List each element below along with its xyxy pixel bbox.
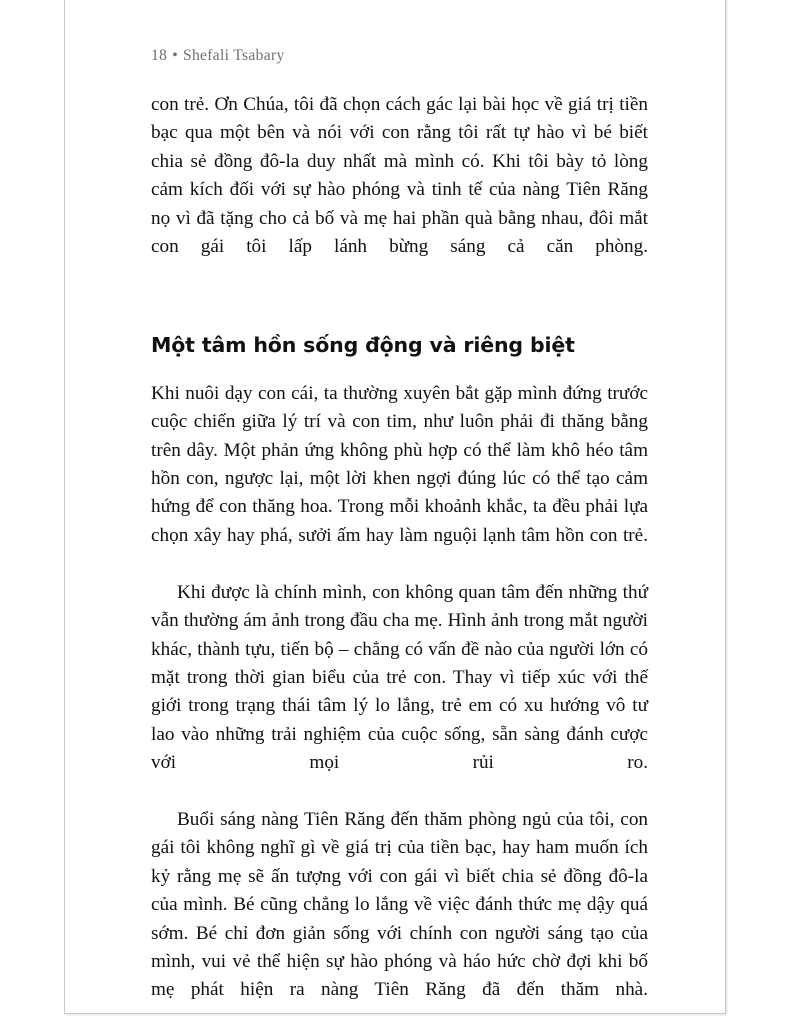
spacer-before-heading bbox=[151, 290, 648, 332]
section-heading: Một tâm hồn sống động và riêng biệt bbox=[151, 332, 575, 357]
running-header-separator: • bbox=[172, 47, 178, 64]
page-content-area bbox=[65, 0, 725, 1013]
text-column bbox=[151, 91, 648, 1033]
running-header-author: Shefali Tsabary bbox=[182, 47, 285, 64]
running-header-page-number: 18 bbox=[151, 47, 168, 64]
spacer-after-heading bbox=[151, 358, 648, 380]
paragraph-1: con trẻ. Ơn Chúa, tôi đã chọn cách gác lại bài học về giá trị tiền bạc qua một bên và nói với con rằng tôi rất tự hào vì bé biết chia sẻ đồng đô-la duy nhất mà mình có. Khi tôi bày tỏ lòng cảm kích đối với sự hào phóng và tinh tế của nàng Tiên Răng nọ vì đã tặng cho cả bố và mẹ hai phần quà bằng nhau, đôi mắt con gái tôi lấp lánh bừng sáng cả căn phòng. bbox=[151, 94, 648, 258]
paragraph-4: Buổi sáng nàng Tiên Răng đến thăm phòng ngủ của tôi, con gái tôi không nghĩ gì về giá trị của tiền bạc, hay ham muốn ích kỷ rằng mẹ sẽ ấn tượng với con gái vì biết chia sẻ đồng đô-la của mình. Bé cũng chẳng lo lắng về việc đánh thức mẹ dậy quá sớm. Bé chỉ đơn giản sống với chính con người sáng tạo của mình, vui vẻ thể hiện sự hào phóng và háo hức chờ đợi khi bố mẹ phát hiện ra nàng Tiên Răng đã đến thăm nhà. bbox=[151, 808, 648, 1001]
book-page-sheet bbox=[64, 0, 726, 1014]
paragraph-3: Khi được là chính mình, con không quan tâm đến những thứ vẫn thường ám ảnh trong đầu cha mẹ. Hình ảnh trong mắt người khác, thành tựu, tiến bộ – chẳng có vấn đề nào của người lớn có mặt trong thời gian biểu của trẻ con. Thay vì tiếp xúc với thế giới trong trạng thái tâm lý lo lắng, trẻ em có xu hướng vô tư lao vào những trải nghiệm của cuộc sống, sẵn sàng đánh cược với mọi rủi ro. bbox=[151, 581, 648, 774]
paragraph-2: Khi nuôi dạy con cái, ta thường xuyên bắt gặp mình đứng trước cuộc chiến giữa lý trí và con tim, như luôn phải đi thăng bằng trên dây. Một phản ứng không phù hợp có thể làm khô héo tâm hồn con, ngược lại, một lời khen ngợi đúng lúc có thể tạo cảm hứng để con thăng hoa. Trong mỗi khoảnh khắc, ta đều phải lựa chọn xây hay phá, sưởi ấm hay làm nguội lạnh tâm hồn con trẻ. bbox=[151, 382, 648, 546]
running-header bbox=[151, 47, 285, 65]
